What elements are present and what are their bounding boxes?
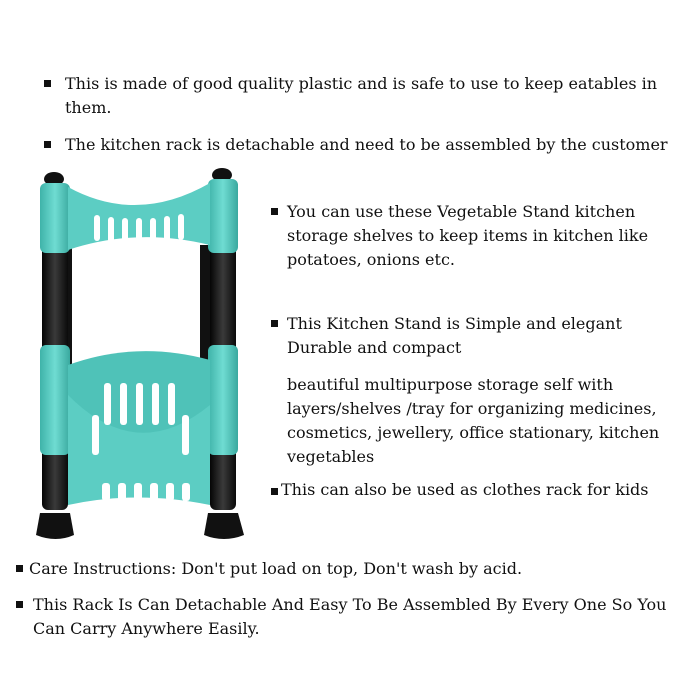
- square-bullet-icon: [16, 601, 23, 608]
- square-bullet-icon: [271, 488, 278, 495]
- square-bullet-icon: [271, 208, 278, 215]
- bullet-assemble-text: This Rack Is Can Detachable And Easy To Be Assembled By Every One So You Can Carry Anywhere Easily.: [33, 595, 667, 638]
- bullet-detachable-text: The kitchen rack is detachable and need to be assembled by the customer: [65, 135, 668, 154]
- bullet-vegetable-text: You can use these Vegetable Stand kitchen storage shelves to keep items in kitchen like potatoes, onions etc.: [287, 202, 649, 269]
- bullet-clothes-text: This can also be used as clothes rack for kids: [281, 480, 649, 499]
- bullet-care-text: Care Instructions: Don't put load on top, Don't wash by acid.: [29, 559, 523, 578]
- square-bullet-icon: [16, 565, 23, 572]
- bullet-plastic-text: This is made of good quality plastic and is safe to use to keep eatables in them.: [65, 74, 658, 117]
- square-bullet-icon: [271, 320, 278, 327]
- square-bullet-icon: [44, 80, 51, 87]
- bullet-simple-text: This Kitchen Stand is Simple and elegant Durable and compact: [287, 314, 622, 357]
- multipurpose-text: beautiful multipurpose storage self with layers/shelves /tray for organizing medicines, cosmetics, jewellery, office stationary, kitchen vegetables: [287, 375, 660, 466]
- square-bullet-icon: [44, 141, 51, 148]
- kitchen-rack-image: [32, 165, 258, 545]
